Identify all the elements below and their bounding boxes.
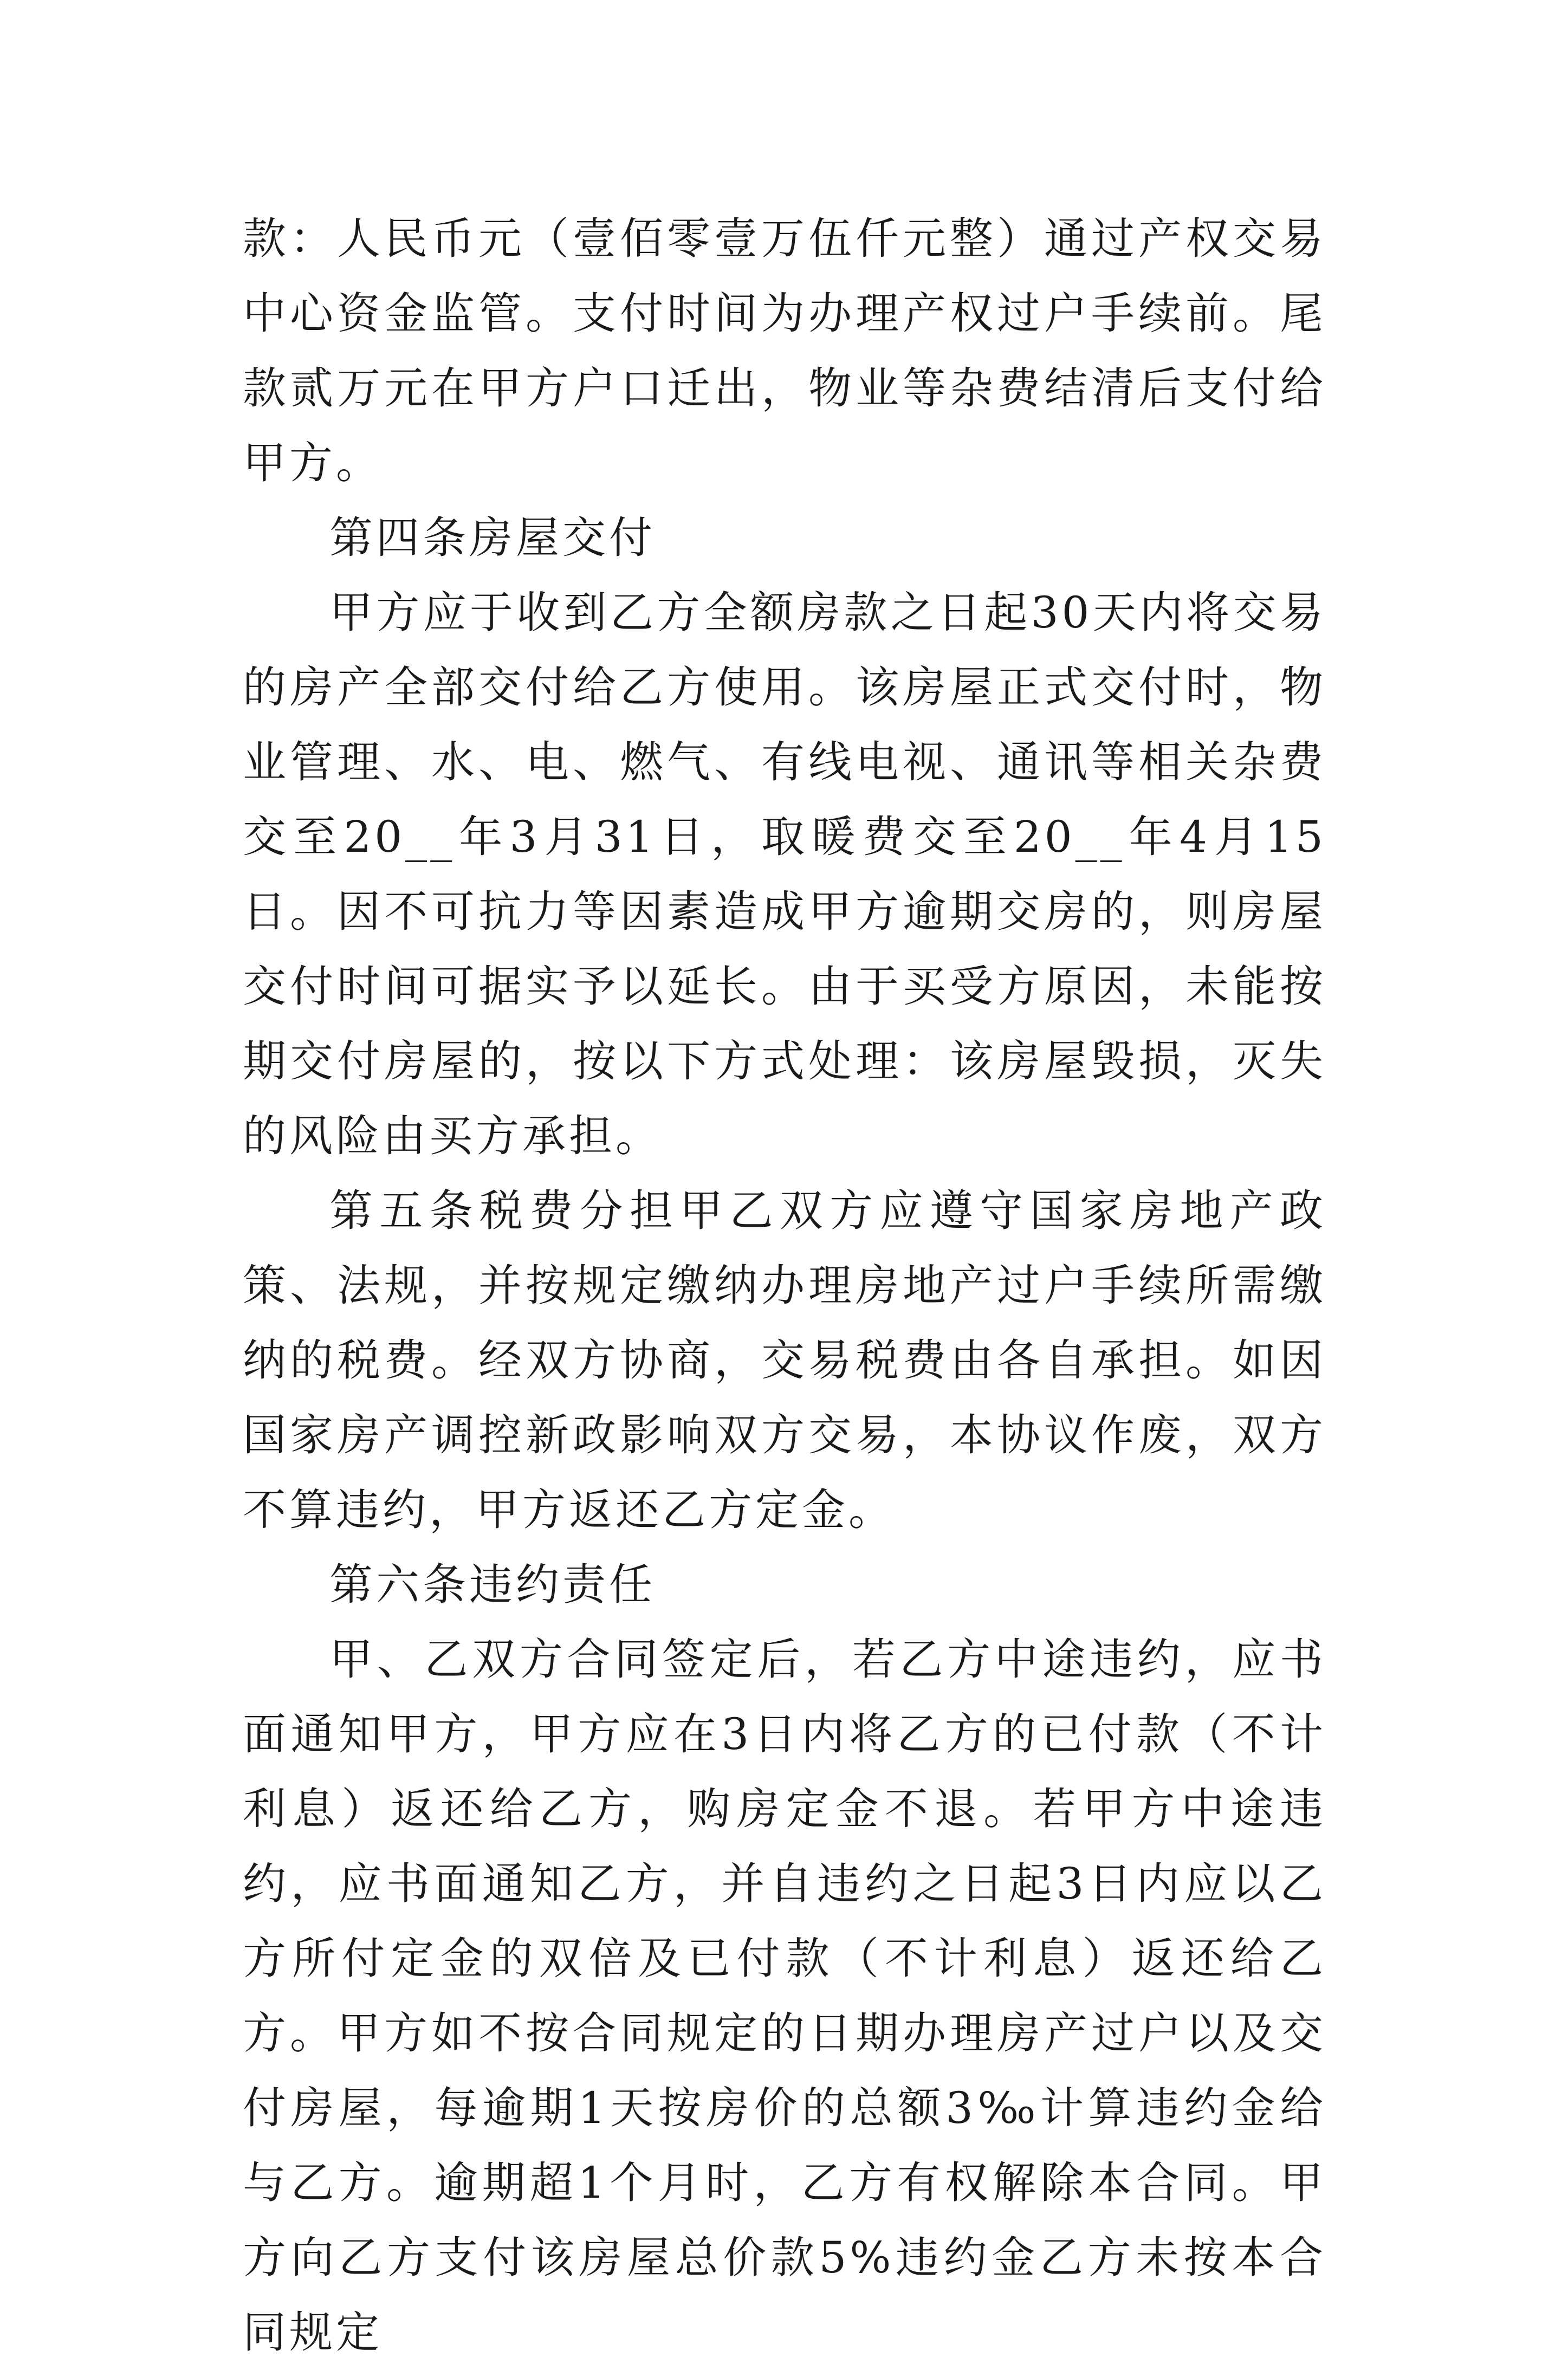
heading-article-4-house-delivery: 第四条房屋交付 — [329, 513, 656, 563]
paragraph-article-5-tax-sharing: 第五条税费分担甲乙双方应遵守国家房地产政策、法规，并按规定缴纳办理房地产过户手续所需缴纳的税费。经双方协商，交易税费由各自承担。如因国家房产调控新政影响双方交易，本协议作废，双方不算违约，甲方返还乙方定金。 — [243, 1186, 1326, 1535]
heading-article-6-breach-liability: 第六条违约责任 — [329, 1559, 656, 1610]
document-body — [243, 202, 1326, 2370]
paragraph-house-delivery: 甲方应于收到乙方全额房款之日起30天内将交易的房产全部交付给乙方使用。该房屋正式交付时，物业管理、水、电、燃气、有线电视、通讯等相关杂费交至20__年3月31日，取暖费交至20__年4月15日。因不可抗力等因素造成甲方逾期交房的，则房屋交付时间可据实予以延长。由于买受方原因，未能按期交付房屋的，按以下方式处理：该房屋毁损，灭失的风险由买方承担。 — [243, 587, 1326, 1161]
paragraph-payment-terms: 款：人民币元（壹佰零壹万伍仟元整）通过产权交易中心资金监管。支付时间为办理产权过户手续前。尾款贰万元在甲方户口迁出，物业等杂费结清后支付给甲方。 — [243, 213, 1326, 488]
paragraph-breach-liability: 甲、乙双方合同签定后，若乙方中途违约，应书面通知甲方，甲方应在3日内将乙方的已付款（不计利息）返还给乙方，购房定金不退。若甲方中途违约，应书面通知乙方，并自违约之日起3日内应以乙方所付定金的双倍及已付款（不计利息）返还给乙方。甲方如不按合同规定的日期办理房产过户以及交付房屋，每逾期1天按房价的总额3‰计算违约金给与乙方。逾期超1个月时，乙方有权解除本合同。甲方向乙方支付该房屋总价款5%违约金乙方未按本合同规定 — [243, 1634, 1326, 2358]
